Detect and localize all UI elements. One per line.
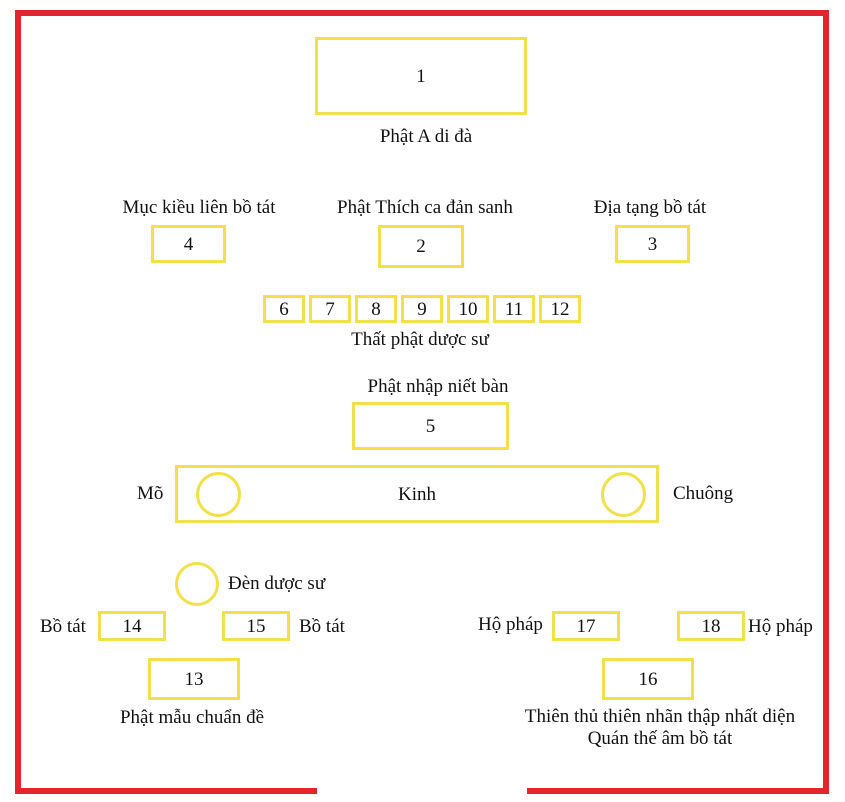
statue-5-label: Phật nhập niết bàn (367, 376, 509, 397)
statue-16-box: 16 (602, 658, 694, 700)
sutra-label: Kinh (398, 483, 436, 505)
statue-13-label: Phật mẫu chuẩn đề (119, 707, 265, 728)
statue-17-box: 17 (552, 611, 620, 641)
statue-3-label: Địa tạng bồ tát (593, 197, 707, 218)
statue-12-box: 12 (539, 295, 581, 323)
wall-left (15, 10, 21, 794)
wall-bottom-left (15, 788, 317, 794)
statue-11-box: 11 (493, 295, 535, 323)
bell-circle (601, 472, 646, 517)
statue-4-box: 4 (151, 225, 226, 263)
lamp-label: Đèn dược sư (228, 573, 326, 594)
wooden-bell-label: Mõ (137, 483, 164, 504)
statue-15-box: 15 (222, 611, 290, 641)
statue-2-label: Phật Thích ca đản sanh (337, 197, 513, 218)
statue-15-label: Bồ tát (299, 616, 345, 637)
wall-right (823, 10, 829, 794)
statue-1-box: 1 (315, 37, 527, 115)
statue-1-label: Phật A di đà (379, 126, 473, 147)
statue-17-label: Hộ pháp (478, 614, 543, 635)
lamp-circle (175, 562, 219, 606)
bell-label: Chuông (673, 483, 734, 504)
statue-16-label-line1: Thiên thủ thiên nhãn thập nhất diện (524, 706, 796, 727)
statue-8-box: 8 (355, 295, 397, 323)
statue-16-label-line2: Quán thế âm bồ tát (587, 727, 733, 749)
statue-2-box: 2 (378, 225, 464, 268)
seven-buddhas-label: Thất phật dược sư (351, 329, 489, 350)
statue-13-box: 13 (148, 658, 240, 700)
statue-4-label: Mục kiều liên bồ tát (122, 197, 276, 218)
wall-top (15, 10, 829, 16)
statue-9-box: 9 (401, 295, 443, 323)
statue-6-box: 6 (263, 295, 305, 323)
sutra-altar (175, 465, 659, 523)
statue-14-label: Bồ tát (40, 616, 86, 637)
wall-bottom-right (527, 788, 829, 794)
statue-3-box: 3 (615, 225, 690, 263)
statue-14-box: 14 (98, 611, 166, 641)
wooden-bell-circle (196, 472, 241, 517)
statue-16-label (525, 706, 795, 750)
statue-18-label: Hộ pháp (748, 616, 813, 637)
statue-5-box: 5 (352, 402, 509, 450)
statue-10-box: 10 (447, 295, 489, 323)
statue-7-box: 7 (309, 295, 351, 323)
statue-18-box: 18 (677, 611, 745, 641)
